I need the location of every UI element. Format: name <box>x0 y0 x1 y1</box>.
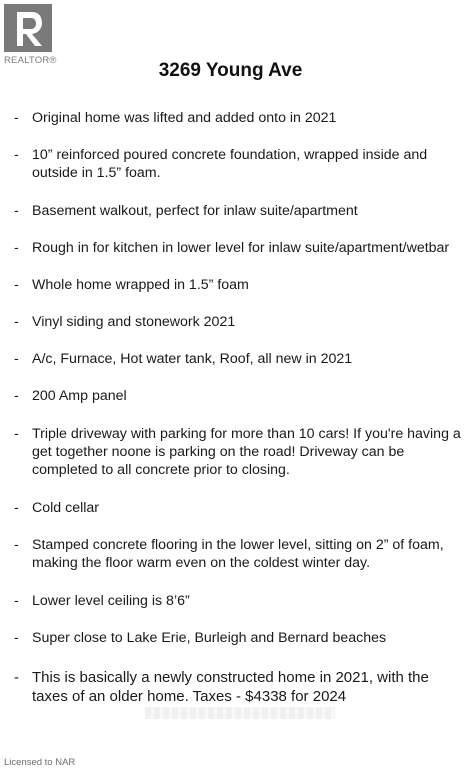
bullet-dash: - <box>14 203 19 219</box>
list-item-text: 10” reinforced poured concrete foundation, wrapped inside and outside in 1.5” foam. <box>32 147 428 181</box>
list-item-text: This is basically a newly constructed home in 2021, with the taxes of an older home. Taxes - $4338 for 2024 <box>32 669 429 705</box>
bullet-dash: - <box>14 537 19 553</box>
bullet-dash: - <box>14 147 19 163</box>
list-item-text: 200 Amp panel <box>32 388 127 404</box>
list-item <box>14 239 464 257</box>
realtor-r-icon <box>4 4 52 52</box>
list-item-text: Super close to Lake Erie, Burleigh and Bernard beaches <box>32 630 387 646</box>
list-item-text: Triple driveway with parking for more than 10 cars! If you're having a get together noone is parking on the road! Driveway can be completed to all concrete prior to closing. <box>32 426 461 478</box>
list-item <box>14 668 464 706</box>
list-item-text: Lower level ceiling is 8’6” <box>32 593 190 609</box>
list-item-text: Rough in for kitchen in lower level for inlaw suite/apartment/wetbar <box>32 240 450 256</box>
list-item <box>14 592 464 610</box>
list-item <box>14 313 464 331</box>
list-item-text: A/c, Furnace, Hot water tank, Roof, all new in 2021 <box>32 351 353 367</box>
list-item-text: Original home was lifted and added onto in 2021 <box>32 110 337 126</box>
list-item <box>14 202 464 220</box>
list-item-text: Basement walkout, perfect for inlaw suite/apartment <box>32 203 358 219</box>
list-item-text: Stamped concrete flooring in the lower level, sitting on 2” of foam, making the floor warm even on the coldest winter day. <box>32 537 444 571</box>
list-item <box>14 109 464 127</box>
list-item <box>14 350 464 368</box>
list-item-text: Cold cellar <box>32 500 100 516</box>
list-item <box>14 499 464 517</box>
bullet-dash: - <box>14 314 19 330</box>
bullet-dash: - <box>14 630 19 646</box>
page-title: 3269 Young Ave <box>158 60 303 81</box>
list-item-text: Whole home wrapped in 1.5” foam <box>32 277 249 293</box>
realtor-logo-text: REALTOR® <box>4 55 57 66</box>
bullet-dash: - <box>14 669 19 686</box>
bullet-dash: - <box>14 426 19 442</box>
bullet-dash: - <box>14 593 19 609</box>
bullet-dash: - <box>14 240 19 256</box>
bullet-dash: - <box>14 500 19 516</box>
bullet-dash: - <box>14 110 19 126</box>
bullet-dash: - <box>14 388 19 404</box>
list-item <box>14 536 464 572</box>
list-item-text: Vinyl siding and stonework 2021 <box>32 314 236 330</box>
list-item <box>14 425 464 479</box>
bullet-dash: - <box>14 351 19 367</box>
license-footer: Licensed to NAR <box>4 757 76 768</box>
list-item <box>14 387 464 405</box>
list-item <box>14 629 464 647</box>
list-item <box>14 276 464 294</box>
bullet-dash: - <box>14 277 19 293</box>
realtor-logo <box>4 4 56 66</box>
watermark <box>145 707 335 719</box>
list-item <box>14 146 464 182</box>
